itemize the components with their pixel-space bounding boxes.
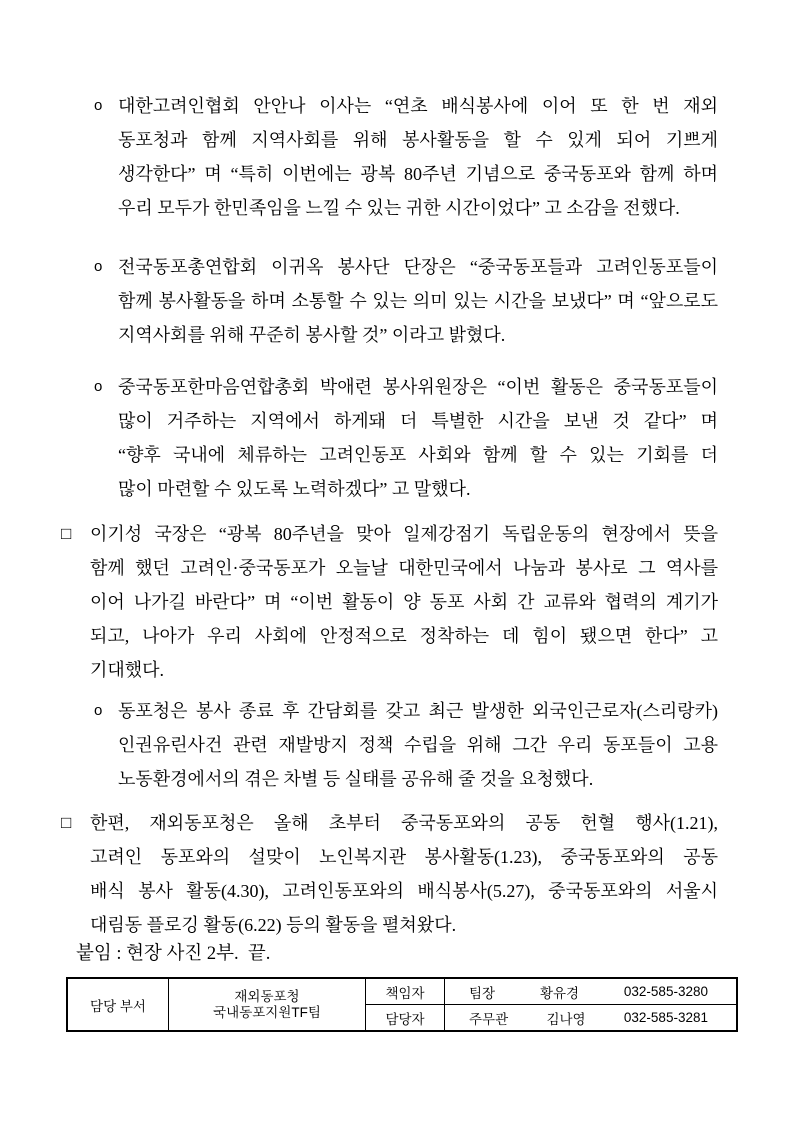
person-phone: 032-585-3281 bbox=[623, 1010, 708, 1025]
text-line: 대림동 플로깅 활동(6.22) 등의 활동을 펼쳐왔다. bbox=[90, 915, 457, 935]
text-line: 이어 나가길 바란다” 며 “이번 활동이 양 동포 사회 간 교류와 협력의 계기가 bbox=[90, 592, 718, 612]
text-line: 중국동포한마음연합총회 박애련 봉사위원장은 “이번 활동은 중국동포들이 bbox=[118, 377, 718, 397]
text-line: 배식 봉사 활동(4.30), 고려인동포와의 배식봉사(5.27), 중국동포와의 서울시 bbox=[90, 881, 718, 901]
person-name: 김나영 bbox=[546, 1011, 586, 1027]
role-cell: 담당자 bbox=[366, 1005, 445, 1032]
person-title: 주무관 bbox=[469, 1011, 509, 1027]
paragraph-activities-summary bbox=[61, 806, 718, 942]
text-line: 많이 거주하는 지역에서 하게돼 더 특별한 시간을 보낸 것 같다” 며 bbox=[118, 411, 718, 431]
dept-name-line1: 재외동포청 bbox=[234, 988, 300, 1004]
text-line: “향후 국내에 체류하는 고려인동포 사회와 함께 할 수 있는 기회를 더 bbox=[118, 445, 718, 465]
text-line: 인권유린사건 관련 재발방지 정책 수립을 위해 그간 우리 동포들이 고용 bbox=[118, 735, 718, 755]
text-line: 우리 모두가 한민족임을 느낄 수 있는 귀한 시간이었다” 고 소감을 전했다. bbox=[118, 198, 680, 218]
person-title: 팀장 bbox=[469, 985, 496, 1001]
text-line: 고려인 동포와의 설맞이 노인복지관 봉사활동(1.23), 중국동포와의 공동 bbox=[90, 847, 718, 867]
text-line: 함께 했던 고려인·중국동포가 오늘날 대한민국에서 나눔과 봉사로 그 역사를 bbox=[90, 558, 718, 578]
paragraph-hanmaum-quote bbox=[94, 370, 718, 506]
text-line: 되고, 나아가 우리 사회에 안정적으로 정착하는 데 힘이 됐으면 한다” 고 bbox=[90, 626, 718, 646]
text-line: 많이 마련할 수 있도록 노력하겠다” 고 말했다. bbox=[118, 479, 471, 499]
table-row bbox=[67, 978, 737, 1005]
text-line: 동포청과 함께 지역사회를 위해 봉사활동을 할 수 있게 되어 기쁘게 bbox=[118, 130, 718, 150]
person-cell bbox=[445, 978, 738, 1005]
paragraph-agency-request bbox=[94, 694, 718, 796]
circle-bullet: o bbox=[94, 258, 103, 275]
person-name: 황유경 bbox=[539, 985, 580, 1001]
text-line: 함께 봉사활동을 하며 소통할 수 있는 의미 있는 시간을 보냈다” 며 “앞으로도 bbox=[118, 291, 718, 311]
role-cell: 책임자 bbox=[366, 978, 445, 1005]
text-line: 동포청은 봉사 종료 후 간담회를 갖고 최근 발생한 외국인근로자(스리랑카) bbox=[118, 701, 718, 721]
paragraph-federation-quote bbox=[94, 250, 718, 352]
dept-name-cell bbox=[169, 978, 366, 1031]
circle-bullet: o bbox=[94, 97, 103, 114]
text-line: 노동환경에서의 겪은 차별 등 실태를 공유해 줄 것을 요청했다. bbox=[118, 769, 594, 789]
person-cell bbox=[445, 1005, 738, 1032]
text-line: 기대했다. bbox=[90, 660, 165, 680]
person-phone: 032-585-3280 bbox=[623, 984, 708, 999]
paragraph-director-statement bbox=[61, 517, 718, 687]
dept-name-line2: 국내동포지원TF팀 bbox=[213, 1004, 321, 1020]
square-bullet: □ bbox=[61, 813, 72, 832]
text-line: 대한고려인협회 안안나 이사는 “연초 배식봉사에 이어 또 한 번 재외 bbox=[118, 96, 718, 116]
circle-bullet: o bbox=[94, 378, 103, 395]
contact-table bbox=[66, 977, 738, 1032]
dept-label-cell: 담당 부서 bbox=[67, 978, 169, 1031]
text-line: 이기성 국장은 “광복 80주년을 맞아 일제강점기 독립운동의 현장에서 뜻을 bbox=[90, 524, 718, 544]
text-line: 지역사회를 위해 꾸준히 봉사할 것” 이라고 밝혔다. bbox=[118, 325, 506, 345]
text-line: 한편, 재외동포청은 올해 초부터 중국동포와의 공동 헌혈 행사(1.21), bbox=[90, 813, 718, 833]
text-line: 생각한다” 며 “특히 이번에는 광복 80주년 기념으로 중국동포와 함께 하며 bbox=[118, 164, 718, 184]
square-bullet: □ bbox=[61, 524, 72, 543]
text-line: 전국동포총연합회 이귀옥 봉사단 단장은 “중국동포들과 고려인동포들이 bbox=[118, 257, 718, 277]
circle-bullet: o bbox=[94, 702, 103, 719]
attachment-end-line: 붙임 : 현장 사진 2부. 끝. bbox=[76, 944, 271, 964]
paragraph-koryoin-assoc-quote bbox=[94, 89, 718, 225]
